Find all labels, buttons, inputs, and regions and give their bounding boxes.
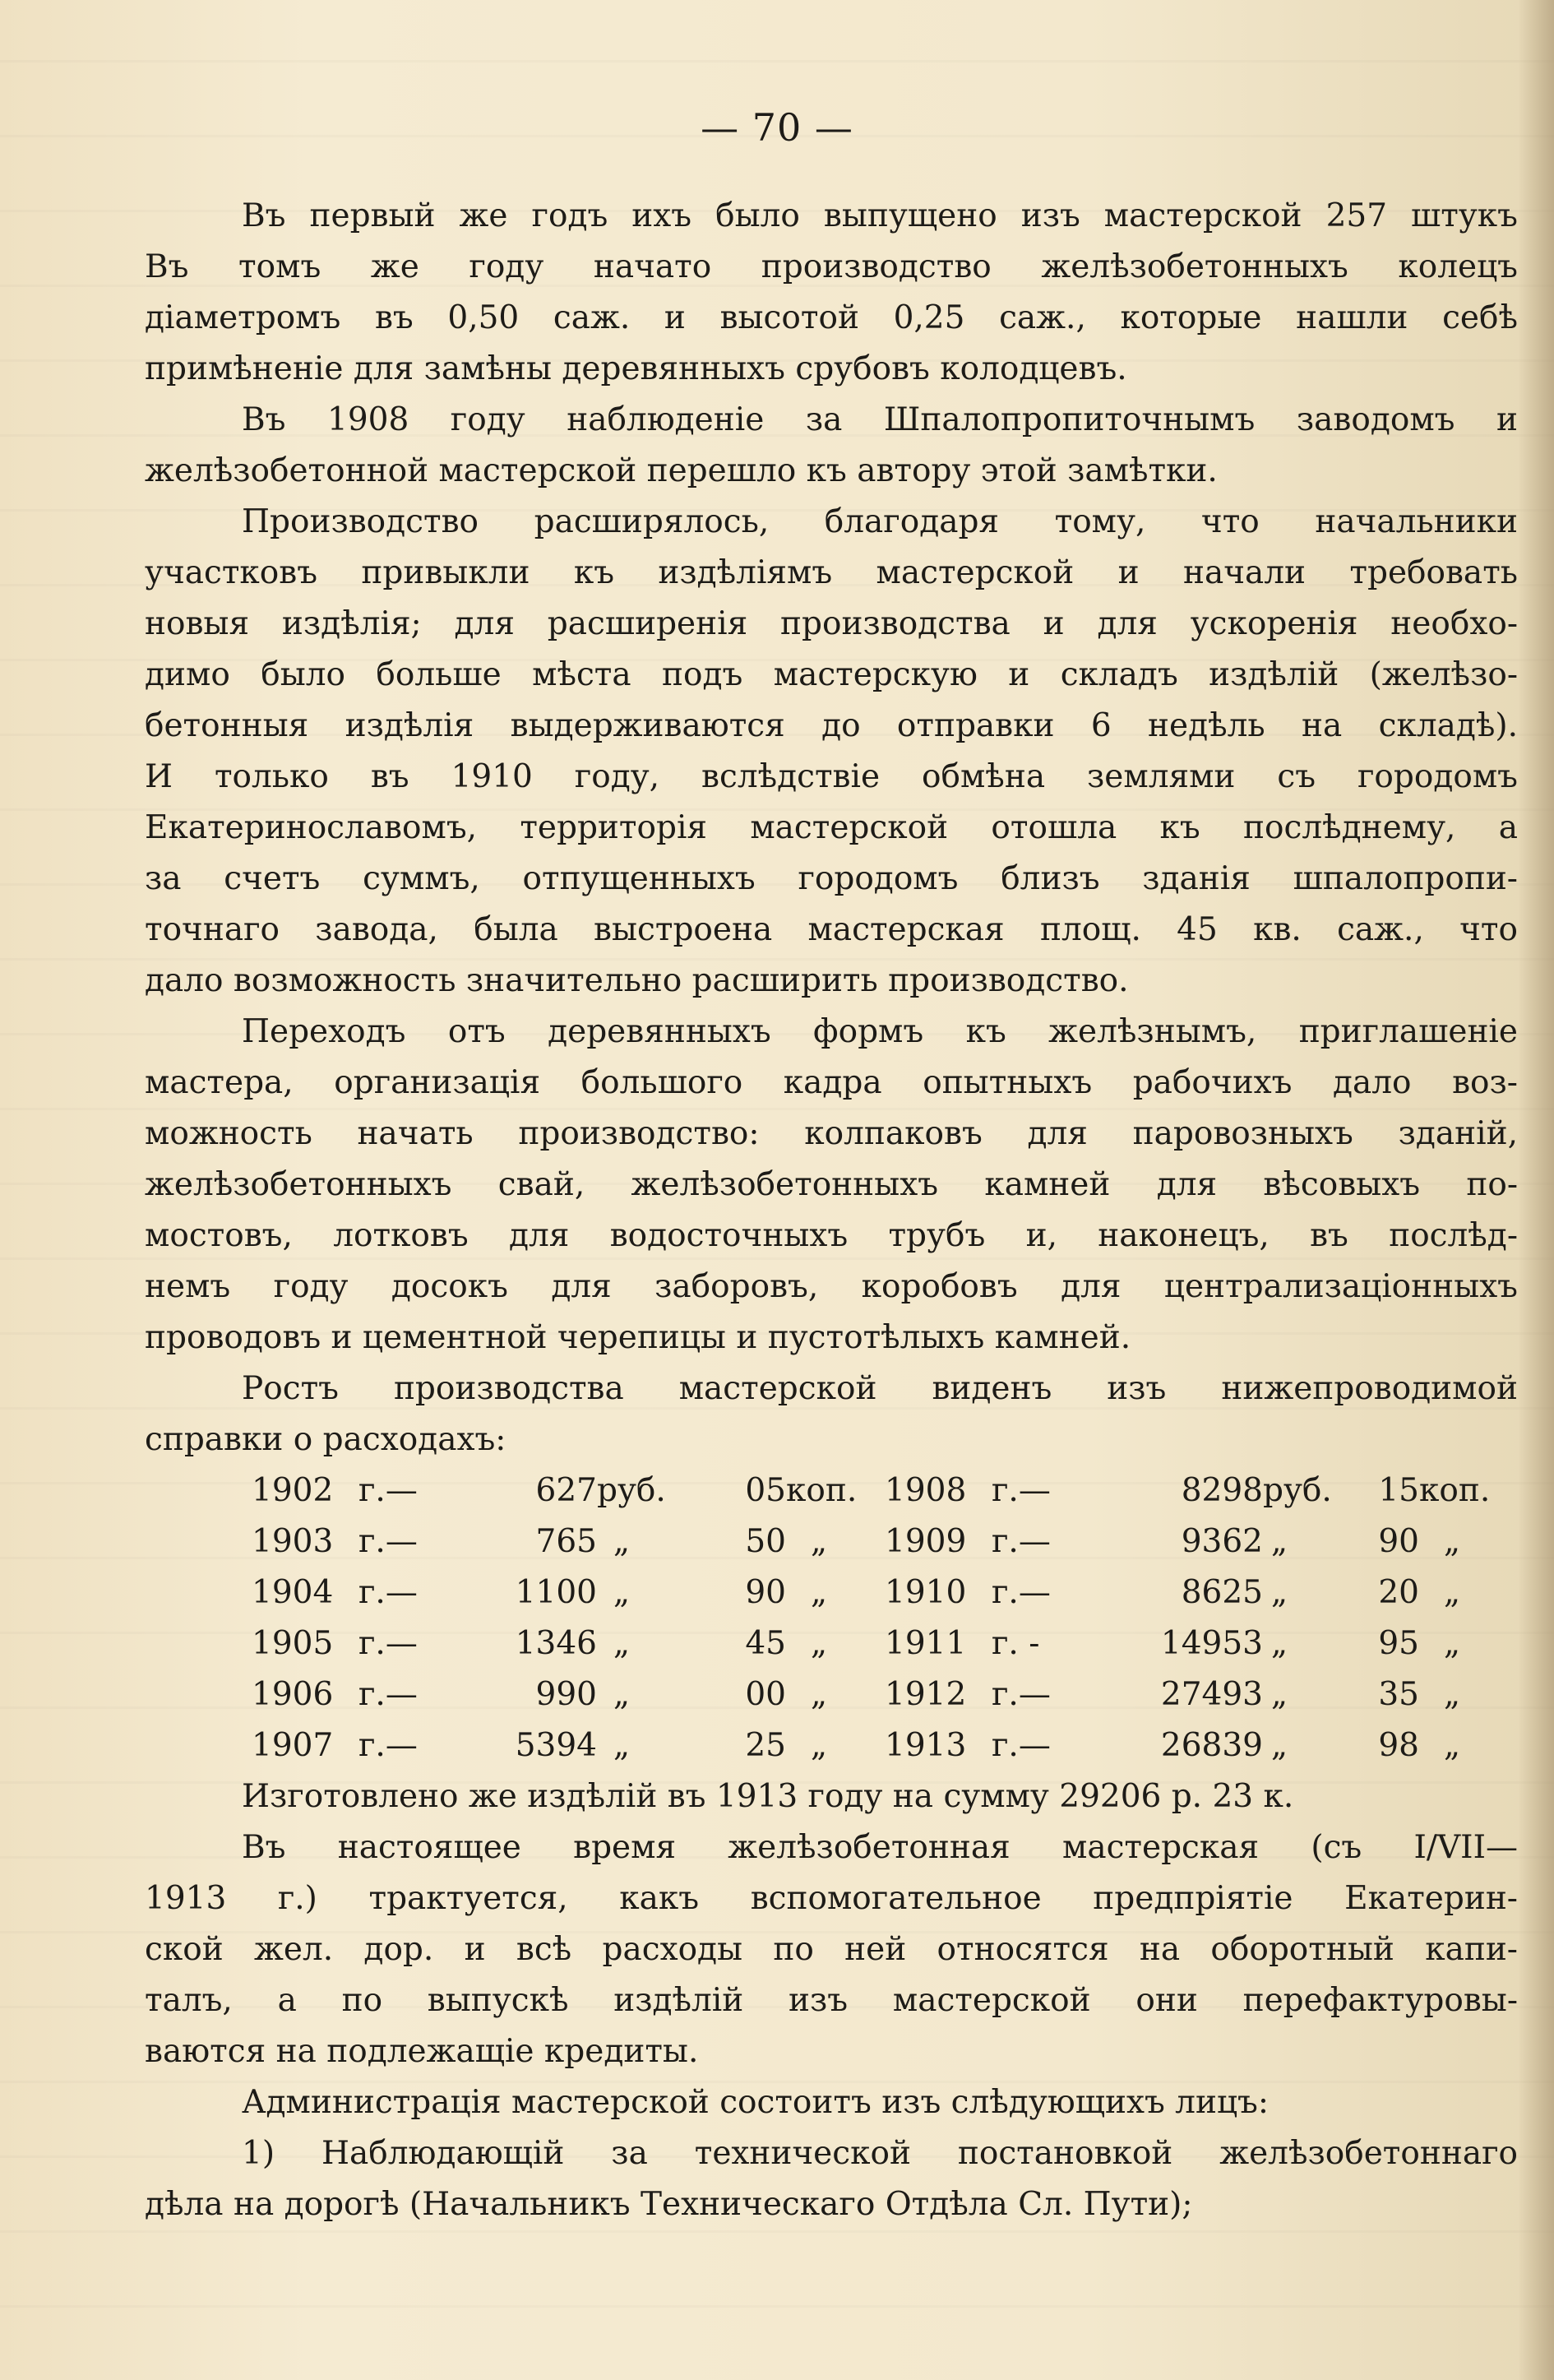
kop-cell: 98 [1378, 1727, 1419, 1764]
text-line: 1913 г.) трактуется, какъ вспомогательное предпріятіе Екатерин- [145, 1880, 1518, 1917]
table-row [885, 1669, 1510, 1720]
rub-label-cell: „ [1270, 1727, 1288, 1764]
table-row [885, 1567, 1510, 1618]
text-line: желѣзобетонной мастерской перешло къ автору этой замѣтки. [145, 452, 1218, 489]
text-line: справки о расходахъ: [145, 1421, 506, 1458]
year-cell: 1904 [252, 1574, 334, 1611]
text-line: новыя издѣлія; для расширенія производства и для ускоренія необхо- [145, 605, 1518, 642]
rub-cell: 26839 [1160, 1727, 1263, 1764]
year-suffix-cell: г.— [358, 1727, 418, 1764]
kop-label-cell: „ [1443, 1676, 1461, 1713]
text-line: діаметромъ въ 0,50 саж. и высотой 0,25 саж., которые нашли себѣ [145, 299, 1518, 336]
year-suffix-cell: г.— [358, 1472, 418, 1509]
rub-label-cell: „ [1270, 1523, 1288, 1560]
text-line: И только въ 1910 году, вслѣдствіе обмѣна землями съ городомъ [145, 758, 1518, 795]
rub-label-cell: руб. [1263, 1472, 1332, 1509]
text-line: Въ первый же годъ ихъ было выпущено изъ мастерской 257 штукъ [242, 197, 1518, 234]
year-suffix-cell: г. - [992, 1625, 1040, 1662]
text-line: желѣзобетонныхъ свай, желѣзобетонныхъ камней для вѣсовыхъ по- [145, 1166, 1518, 1203]
kop-cell: 00 [745, 1676, 786, 1713]
year-cell: 1903 [252, 1523, 334, 1560]
kop-label-cell: „ [1443, 1574, 1461, 1611]
year-cell: 1912 [885, 1676, 967, 1713]
table-row [885, 1466, 1510, 1516]
rub-label-cell: „ [1270, 1625, 1288, 1662]
table-row [145, 1720, 876, 1771]
table-row [145, 1466, 876, 1516]
kop-label-cell: „ [810, 1523, 828, 1560]
expenses-table-left-column [145, 1466, 885, 1771]
kop-label-cell: „ [810, 1727, 828, 1764]
rub-cell: 1346 [515, 1625, 597, 1662]
text-line: Въ томъ же году начато производство желѣзобетонныхъ колецъ [145, 248, 1518, 285]
rub-cell: 14953 [1160, 1625, 1263, 1662]
text-line: проводовъ и цементной черепицы и пустотѣлыхъ камней. [145, 1319, 1131, 1356]
text-line: димо было больше мѣста подъ мастерскую и складъ издѣлій (желѣзо- [145, 656, 1518, 693]
rub-label-cell: „ [613, 1625, 631, 1662]
year-cell: 1913 [885, 1727, 967, 1764]
text-line: можность начать производство: колпаковъ для паровозныхъ зданій, [145, 1115, 1518, 1152]
text-line: мостовъ, лотковъ для водосточныхъ трубъ и, наконецъ, въ послѣд- [145, 1217, 1518, 1254]
kop-label-cell: „ [1443, 1523, 1461, 1560]
year-suffix-cell: г.— [358, 1523, 418, 1560]
text-line: точнаго завода, была выстроена мастерская площ. 45 кв. саж., что [145, 911, 1518, 948]
rub-cell: 8298 [1181, 1472, 1263, 1509]
text-line: 1) Наблюдающій за технической постановкой желѣзобетоннаго [242, 2135, 1518, 2172]
text-line: Администрація мастерской состоитъ изъ слѣдующихъ лицъ: [242, 2084, 1269, 2121]
year-cell: 1909 [885, 1523, 967, 1560]
rub-cell: 27493 [1160, 1676, 1263, 1713]
rub-cell: 627 [535, 1472, 597, 1509]
text-line: Въ настоящее время желѣзобетонная мастерская (съ I/VII— [242, 1829, 1518, 1866]
text-line: дѣла на дорогѣ (Начальникъ Техническаго Отдѣла Сл. Пути); [145, 2186, 1193, 2223]
text-line: дало возможность значительно расширить производство. [145, 962, 1129, 999]
table-row [885, 1516, 1510, 1567]
text-line: за счетъ суммъ, отпущенныхъ городомъ близъ зданія шпалопропи- [145, 860, 1518, 897]
text-line: ской жел. дор. и всѣ расходы по ней относятся на оборотный капи- [145, 1931, 1518, 1968]
rub-label-cell: „ [613, 1574, 631, 1611]
rub-label-cell: „ [613, 1523, 631, 1560]
text-line: бетонныя издѣлія выдерживаются до отправки 6 недѣль на складѣ). [145, 707, 1518, 744]
year-cell: 1908 [885, 1472, 967, 1509]
year-cell: 1902 [252, 1472, 334, 1509]
expenses-table [145, 1466, 1518, 1771]
text-line: Въ 1908 году наблюденіе за Шпалопропиточнымъ заводомъ и [242, 401, 1518, 438]
kop-cell: 95 [1378, 1625, 1419, 1662]
kop-cell: 05 [745, 1472, 786, 1509]
text-line: Переходъ отъ деревянныхъ формъ къ желѣзнымъ, приглашеніе [242, 1013, 1518, 1050]
year-cell: 1905 [252, 1625, 334, 1662]
text-line: участковъ привыкли къ издѣліямъ мастерской и начали требовать [145, 554, 1518, 591]
text-line: ваются на подлежащіе кредиты. [145, 2033, 699, 2070]
kop-cell: 90 [1378, 1523, 1419, 1560]
kop-label-cell: „ [810, 1676, 828, 1713]
kop-cell: 35 [1378, 1676, 1419, 1713]
expenses-table-right-column [885, 1466, 1554, 1771]
rub-label-cell: „ [613, 1676, 631, 1713]
page-number: — 70 — [701, 105, 853, 150]
rub-label-cell: руб. [597, 1472, 666, 1509]
page-edge-shadow [1519, 0, 1554, 2380]
kop-cell: 50 [745, 1523, 786, 1560]
year-suffix-cell: г.— [358, 1625, 418, 1662]
kop-cell: 25 [745, 1727, 786, 1764]
rub-cell: 5394 [515, 1727, 597, 1764]
rub-cell: 990 [535, 1676, 597, 1713]
kop-label-cell: коп. [1419, 1472, 1491, 1509]
table-row [145, 1516, 876, 1567]
year-cell: 1910 [885, 1574, 967, 1611]
year-cell: 1911 [885, 1625, 967, 1662]
text-line: мастера, организація большого кадра опытныхъ рабочихъ дало воз- [145, 1064, 1518, 1101]
year-suffix-cell: г.— [992, 1472, 1051, 1509]
document-content [145, 191, 1518, 2230]
table-row [145, 1669, 876, 1720]
text-line: Производство расширялось, благодаря тому, что начальники [242, 503, 1518, 540]
kop-label-cell: „ [810, 1625, 828, 1662]
table-row [145, 1567, 876, 1618]
year-suffix-cell: г.— [992, 1727, 1051, 1764]
text-line: Изготовлено же издѣлій въ 1913 году на сумму 29206 р. 23 к. [242, 1778, 1294, 1815]
table-row [885, 1618, 1510, 1669]
year-suffix-cell: г.— [992, 1574, 1051, 1611]
text-line: Екатеринославомъ, территорія мастерской отошла къ послѣднему, а [145, 809, 1518, 846]
kop-label-cell: коп. [786, 1472, 858, 1509]
kop-label-cell: „ [810, 1574, 828, 1611]
year-suffix-cell: г.— [992, 1676, 1051, 1713]
kop-cell: 20 [1378, 1574, 1419, 1611]
rub-cell: 8625 [1181, 1574, 1263, 1611]
kop-cell: 15 [1378, 1472, 1419, 1509]
rub-label-cell: „ [613, 1727, 631, 1764]
rub-cell: 765 [535, 1523, 597, 1560]
rub-label-cell: „ [1270, 1676, 1288, 1713]
rub-cell: 1100 [515, 1574, 597, 1611]
year-suffix-cell: г.— [358, 1574, 418, 1611]
year-suffix-cell: г.— [992, 1523, 1051, 1560]
year-cell: 1906 [252, 1676, 334, 1713]
rub-cell: 9362 [1181, 1523, 1263, 1560]
kop-label-cell: „ [1443, 1625, 1461, 1662]
kop-cell: 45 [745, 1625, 786, 1662]
table-row [885, 1720, 1510, 1771]
year-suffix-cell: г.— [358, 1676, 418, 1713]
text-line: немъ году досокъ для заборовъ, коробовъ для централизаціонныхъ [145, 1268, 1518, 1305]
kop-label-cell: „ [1443, 1727, 1461, 1764]
rub-label-cell: „ [1270, 1574, 1288, 1611]
text-line: талъ, а по выпускѣ издѣлій изъ мастерской они перефактуровы- [145, 1982, 1518, 2019]
table-row [145, 1618, 876, 1669]
kop-cell: 90 [745, 1574, 786, 1611]
text-line: Ростъ производства мастерской виденъ изъ нижепроводимой [242, 1370, 1518, 1407]
year-cell: 1907 [252, 1727, 334, 1764]
text-line: примѣненіе для замѣны деревянныхъ срубовъ колодцевъ. [145, 350, 1127, 387]
